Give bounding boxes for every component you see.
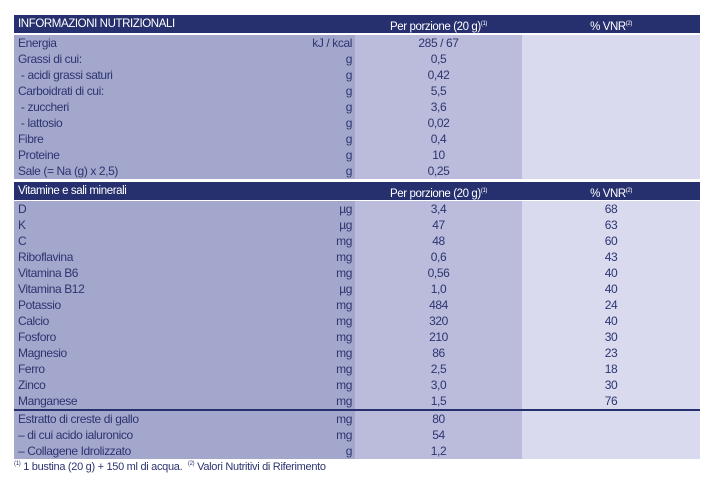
header-title: Vitamine e sali minerali <box>18 185 127 197</box>
portion-label: Per porzione (20 g) <box>390 188 481 200</box>
vnr-label: % VNR <box>590 188 626 200</box>
vnr-value: 40 <box>604 266 618 280</box>
portion-value: 0,02 <box>427 116 450 130</box>
row-label <box>14 297 355 313</box>
row-label <box>14 377 355 393</box>
header-vnr <box>522 182 700 200</box>
nutrient-unit: g <box>345 68 352 82</box>
nutrient-name: - acidi grassi saturi <box>18 68 113 82</box>
footnote-text-1: 1 bustina (20 g) + 150 ml di acqua. <box>20 461 188 473</box>
nutrient-unit: mg <box>336 378 352 392</box>
footnote-mark: (1) <box>480 188 487 194</box>
vnr-value: 76 <box>604 394 618 408</box>
vnr-value: 23 <box>604 346 618 360</box>
footnote-mark: (2) <box>625 21 632 27</box>
nutrient-name: Riboflavina <box>18 250 73 264</box>
nutrient-name: Proteine <box>18 148 60 162</box>
vnr-value: 40 <box>604 282 618 296</box>
section1-header <box>14 15 700 33</box>
nutrient-name: Ferro <box>18 362 45 376</box>
vnr-value <box>522 67 700 83</box>
nutrient-name: Manganese <box>18 394 78 408</box>
nutrient-unit: g <box>345 100 352 114</box>
row-label <box>14 329 355 345</box>
vnr-label: % VNR <box>590 21 626 33</box>
header-title: INFORMAZIONI NUTRIZIONALI <box>18 18 175 30</box>
vnr-value <box>522 427 700 443</box>
nutrient-unit: g <box>345 84 352 98</box>
row-label <box>14 201 355 217</box>
nutrient-unit: mg <box>336 250 352 264</box>
row-label <box>14 313 355 329</box>
footnote-mark: (1) <box>14 461 21 467</box>
nutrient-unit: mg <box>336 298 352 312</box>
footnote-mark: (1) <box>480 21 487 27</box>
nutrition-table <box>14 15 700 459</box>
vnr-value: 40 <box>604 314 618 328</box>
nutrient-unit: µg <box>339 282 352 296</box>
vnr-value: 18 <box>604 362 618 376</box>
row-label <box>14 427 355 443</box>
portion-value: 320 <box>429 314 448 328</box>
nutrient-name: Zinco <box>18 378 46 392</box>
vnr-value <box>522 411 700 427</box>
portion-value: 86 <box>432 346 445 360</box>
nutrient-name: C <box>18 234 27 248</box>
vnr-value <box>522 147 700 163</box>
portion-value: 0,25 <box>427 164 450 178</box>
row-label <box>14 233 355 249</box>
portion-column <box>355 35 522 179</box>
vnr-value: 24 <box>604 298 618 312</box>
portion-value: 285 / 67 <box>418 36 459 50</box>
nutrient-unit: g <box>345 164 352 178</box>
row-label <box>14 67 355 83</box>
vnr-value <box>522 163 700 179</box>
row-label <box>14 35 355 51</box>
nutrient-name: Grassi di cui: <box>18 52 82 66</box>
nutrient-unit: mg <box>336 330 352 344</box>
nutrient-unit: µg <box>339 218 352 232</box>
nutrient-name: – di cui acido ialuronico <box>18 428 133 442</box>
name-column <box>14 35 355 179</box>
header-vnr <box>522 15 700 33</box>
portion-column <box>355 201 522 409</box>
section2-header <box>14 182 700 200</box>
nutrient-name: Calcio <box>18 314 49 328</box>
vnr-column <box>522 35 700 179</box>
nutrient-name: Potassio <box>18 298 61 312</box>
name-column <box>14 411 355 459</box>
footnote-mark: (2) <box>187 461 195 467</box>
portion-value: 484 <box>429 298 448 312</box>
header-portion <box>355 15 522 33</box>
nutrient-name: - lattosio <box>18 116 63 130</box>
portion-value: 210 <box>429 330 448 344</box>
portion-value: 1,0 <box>430 282 447 296</box>
nutrient-name: Estratto di creste di gallo <box>18 412 139 426</box>
nutrient-unit: mg <box>336 394 352 408</box>
name-column <box>14 201 355 409</box>
vnr-value <box>522 115 700 131</box>
nutrient-unit: mg <box>336 346 352 360</box>
nutrient-name: Magnesio <box>18 346 67 360</box>
vnr-value <box>522 51 700 67</box>
nutrient-unit: g <box>345 444 352 458</box>
section2-body <box>14 200 700 409</box>
portion-value: 3,6 <box>430 100 447 114</box>
vnr-value <box>522 443 700 459</box>
nutrient-name: Vitamina B12 <box>18 282 85 296</box>
row-label <box>14 361 355 377</box>
header-portion <box>355 182 522 200</box>
portion-value: 47 <box>432 218 445 232</box>
row-label <box>14 411 355 427</box>
nutrient-name: Sale (= Na (g) x 2,5) <box>18 164 118 178</box>
row-label <box>14 99 355 115</box>
portion-value: 0,4 <box>430 132 447 146</box>
nutrient-unit: mg <box>336 266 352 280</box>
nutrient-name: Fibre <box>18 132 44 146</box>
row-label <box>14 443 355 459</box>
row-label <box>14 147 355 163</box>
vnr-value: 60 <box>604 234 618 248</box>
row-label <box>14 265 355 281</box>
nutrient-name: - zuccheri <box>18 100 69 114</box>
row-label <box>14 281 355 297</box>
vnr-value: 63 <box>604 218 618 232</box>
row-label <box>14 51 355 67</box>
nutrient-unit: g <box>345 132 352 146</box>
row-label <box>14 115 355 131</box>
row-label <box>14 217 355 233</box>
nutrient-unit: mg <box>336 428 352 442</box>
section3-body <box>14 411 700 459</box>
portion-value: 80 <box>432 412 445 426</box>
footnote <box>14 461 326 473</box>
portion-value: 54 <box>432 428 445 442</box>
footnote-mark: (2) <box>625 188 632 194</box>
nutrient-unit: mg <box>336 412 352 426</box>
vnr-value <box>522 99 700 115</box>
portion-value: 3,4 <box>430 202 447 216</box>
vnr-value: 30 <box>604 330 618 344</box>
portion-value: 2,5 <box>430 362 447 376</box>
portion-value: 48 <box>432 234 445 248</box>
portion-value: 5,5 <box>430 84 447 98</box>
section1-body <box>14 33 700 181</box>
vnr-column <box>522 201 700 409</box>
nutrient-unit: g <box>345 148 352 162</box>
nutrient-name: Energia <box>18 36 57 50</box>
vnr-value <box>522 131 700 147</box>
portion-value: 1,2 <box>430 444 447 458</box>
portion-value: 0,56 <box>427 266 450 280</box>
portion-value: 10 <box>432 148 445 162</box>
nutrient-unit: mg <box>336 314 352 328</box>
nutrient-unit: mg <box>336 362 352 376</box>
vnr-value: 30 <box>604 378 618 392</box>
footnote-text-2: Valori Nutritivi di Riferimento <box>194 461 326 473</box>
row-label <box>14 393 355 409</box>
nutrient-unit: µg <box>339 202 352 216</box>
portion-value: 0,6 <box>430 250 447 264</box>
nutrient-name: Carboidrati di cui: <box>18 84 104 98</box>
nutrient-unit: kJ / kcal <box>312 36 352 50</box>
nutrient-name: Fosforo <box>18 330 56 344</box>
vnr-value <box>522 35 700 51</box>
vnr-value: 43 <box>604 250 618 264</box>
nutrient-name: Vitamina B6 <box>18 266 79 280</box>
row-label <box>14 345 355 361</box>
vnr-value: 68 <box>604 202 618 216</box>
nutrient-unit: g <box>345 116 352 130</box>
vnr-value <box>522 83 700 99</box>
nutrient-name: – Collagene Idrolizzato <box>18 444 131 458</box>
row-label <box>14 249 355 265</box>
nutrient-unit: mg <box>336 234 352 248</box>
row-label <box>14 163 355 179</box>
portion-value: 1,5 <box>430 394 447 408</box>
portion-column <box>355 411 522 459</box>
portion-value: 0,42 <box>427 68 450 82</box>
vnr-column <box>522 411 700 459</box>
portion-value: 3,0 <box>430 378 447 392</box>
nutrient-name: D <box>18 202 27 216</box>
portion-value: 0,5 <box>430 52 447 66</box>
nutrient-name: K <box>18 218 26 232</box>
nutrient-unit: g <box>345 52 352 66</box>
portion-label: Per porzione (20 g) <box>390 21 481 33</box>
row-label <box>14 83 355 99</box>
row-label <box>14 131 355 147</box>
